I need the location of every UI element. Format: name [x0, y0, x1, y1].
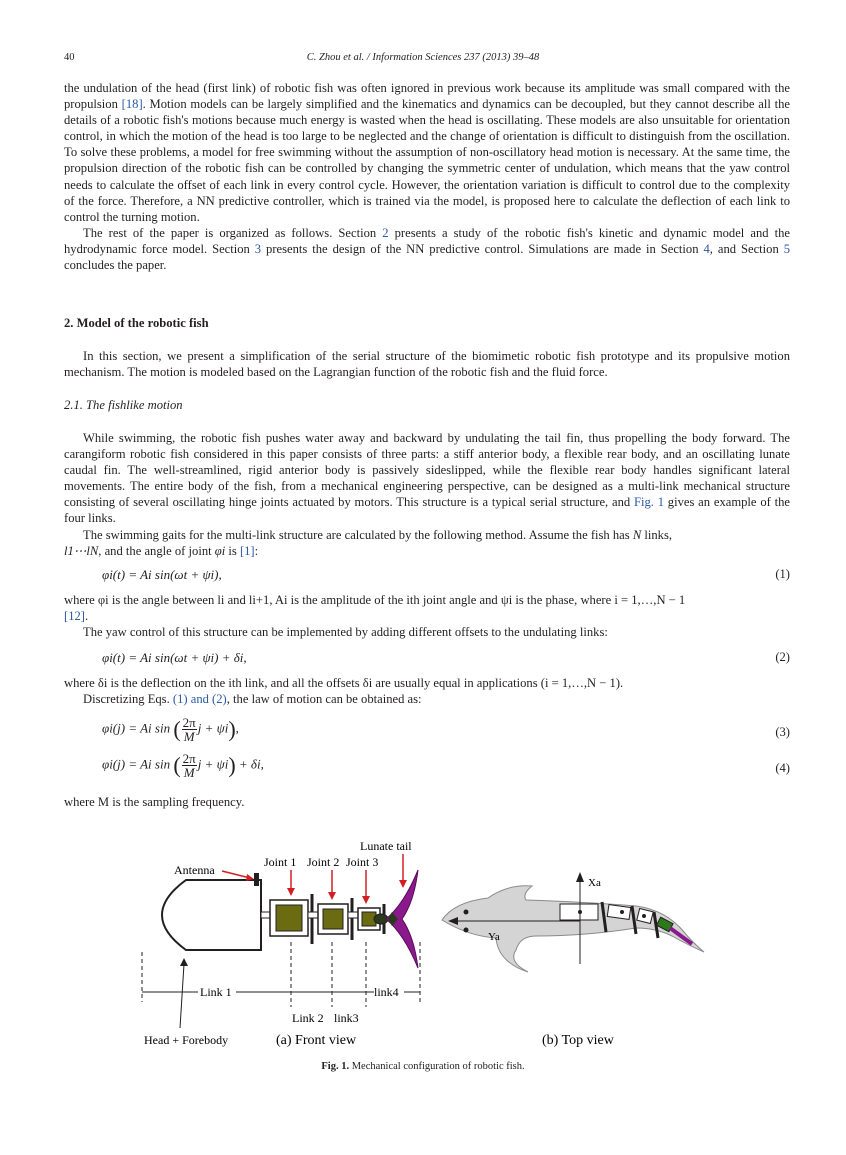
arrow-antenna	[222, 871, 250, 878]
sampling-paragraph: where M is the sampling frequency.	[64, 795, 245, 809]
figure-1-diagram	[136, 832, 706, 1054]
journal-reference: C. Zhou et al. / Information Sciences 237 (2013) 39–48	[306, 52, 540, 63]
connector	[348, 912, 358, 918]
antenna-rod	[254, 873, 259, 886]
equation-4	[102, 752, 264, 779]
sampling-text	[64, 794, 790, 810]
section-heading: 2. Model of the robotic fish	[64, 316, 209, 330]
label-xa: Xa	[588, 877, 601, 889]
arrow-head-forebody	[180, 964, 184, 1028]
math-var: φi	[214, 543, 226, 558]
citation-link-12[interactable]: [12]	[64, 609, 85, 624]
arrow-head	[362, 896, 370, 904]
subsection-paragraph-2	[64, 527, 790, 559]
citation-link-1[interactable]: [1]	[239, 543, 255, 558]
text-run: is	[225, 543, 240, 558]
section2-body	[64, 348, 790, 380]
fraction	[182, 752, 197, 779]
text-run: the undulation of the head (first link) of robotic fish was often ignored in previous work because its amplitude was small compared with the propulsion	[64, 81, 790, 112]
eq-body: j + ψi	[197, 756, 229, 772]
label-link3: link3	[334, 1011, 359, 1025]
subsection-heading: 2.1. The fishlike motion	[64, 398, 183, 412]
forebody-shape	[162, 880, 261, 950]
text-run: presents a study of the robotic fish's kinetic and dynamic model and the hydrodynamic force model. Section	[64, 225, 791, 256]
equation-number-4: (4)	[775, 761, 790, 775]
joint1-motor	[276, 905, 302, 931]
label-link2: Link 2	[292, 1011, 324, 1025]
eq-tail: ,	[235, 720, 239, 736]
caption-label: Fig. 1.	[321, 1061, 350, 1072]
subsection-body	[64, 430, 790, 559]
label-joint3: Joint 3	[346, 855, 379, 869]
label-antenna: Antenna	[174, 863, 215, 877]
math-var: N	[632, 527, 642, 542]
front-view-group	[142, 839, 420, 1048]
text-run: . Motion models can be largely simplified and the kinematics and dynamics can be decoupled, but they cannot describe all the details of a robotic fish's motions because much energy is wasted when the head is oscillating. These models are also unsuitable for orientation control, in which the motion of the head is too large to be neglected and the change of orientation is difficult to distinguish from the oscillation. To solve these problems, a model for free swimming without the assumption of non-oscillatory head motion is necessary. At the same time, the propulsion direction of the robotic fish can be controlled by changing the symmetric center of undulation, which means that the yaw control needs to calculate the offset of each link in every control cycle. However, the orientation variation is difficult to control due to the complexity of the force. Therefore, a NN predictive controller, which is trained via the model, is proposed here to calculate the deflection of each link to control the turning motion.	[64, 97, 790, 224]
fraction-denominator: M	[183, 729, 195, 744]
label-front-view: (a) Front view	[276, 1033, 357, 1048]
equation1-explanation	[64, 592, 790, 640]
label-ya: Ya	[488, 931, 500, 943]
explanation-paragraph	[64, 592, 790, 624]
fish-eye	[464, 910, 469, 915]
fish-eye	[464, 928, 469, 933]
section-link-3[interactable]: 3	[254, 241, 262, 256]
text-run: , and the angle of joint	[98, 543, 215, 558]
eq-tail: + δi,	[238, 756, 264, 772]
equation-number-2: (2)	[775, 650, 790, 664]
equation-number-3: (3)	[775, 725, 790, 739]
equation-2: φi(t) = Ai sin(ωt + ψi) + δi,	[102, 650, 247, 665]
text-run: While swimming, the robotic fish pushes water away and backward by undulating the tail fin, thus propelling the body forward. The carangiform robotic fish considered in this paper consists of three parts: a stiff anterior body, a flexible rear body, and an oscillating lunate caudal fin. The well-streamlined, rigid anterior body is passively sideslipped, while the flexible rear body handles significant lateral movements. The entire body of the fish, from a mechanical engineering perspective, can be designed as a multi-link mechanical structure consisting of several oscillating hinge joints actuated by motors. This structure is a typical serial structure, and	[64, 431, 790, 510]
eq-lhs: φi(j) = Ai sin	[102, 720, 171, 736]
text-run: , and Section	[709, 241, 784, 256]
label-joint1: Joint 1	[264, 855, 297, 869]
axis-arrow	[576, 872, 584, 882]
label-top-view: (b) Top view	[542, 1033, 614, 1048]
text-run: Discretizing Eqs.	[83, 692, 173, 707]
equation-3	[102, 716, 239, 743]
page-number: 40	[64, 52, 75, 63]
text-run: :	[254, 543, 259, 558]
figure-caption	[0, 1061, 846, 1072]
label-link4: link4	[374, 985, 399, 999]
marker-dot	[620, 910, 624, 914]
top-link-box	[607, 905, 630, 920]
paren-close: )	[228, 752, 236, 778]
marker-dot	[642, 914, 646, 918]
fraction-numerator: 2π	[182, 751, 196, 766]
intro-paragraph-2	[64, 225, 790, 273]
eq-body: j + ψi	[197, 720, 229, 736]
subsection-paragraph-1	[64, 430, 790, 527]
arrow-head	[180, 958, 188, 966]
equation-link-1-2[interactable]: (1) and (2)	[172, 692, 227, 707]
arrow-head	[399, 880, 407, 888]
eq-lhs: φi(j) = Ai sin	[102, 756, 171, 772]
text-run: .	[84, 609, 89, 624]
label-joint2: Joint 2	[307, 855, 340, 869]
text-run: links,	[641, 527, 673, 542]
equation-number-1: (1)	[775, 567, 790, 581]
figure-link-1[interactable]: Fig. 1	[633, 495, 665, 510]
fraction-denominator: M	[183, 765, 195, 780]
paren-open: (	[173, 716, 181, 742]
caption-text: Mechanical configuration of robotic fish.	[351, 1061, 525, 1072]
text-run: , the law of motion can be obtained as:	[226, 692, 422, 707]
equation-1: φi(t) = Ai sin(ωt + ψi),	[102, 567, 222, 582]
intro-block	[64, 80, 790, 273]
arrow-head	[328, 892, 336, 900]
fraction	[182, 716, 197, 743]
text-run: where φi is the angle between li and li+1, Ai is the amplitude of the ith joint angle and ψi is the phase, where i = 1,…,N − 1	[64, 593, 686, 607]
text-run: The rest of the paper is organized as follows. Section	[83, 225, 383, 240]
joint2-motor	[323, 909, 343, 929]
intro-paragraph-1	[64, 80, 790, 225]
label-link1: Link 1	[200, 985, 232, 999]
label-lunate-tail: Lunate tail	[360, 839, 412, 853]
paren-close: )	[228, 716, 236, 742]
text-run: concludes the paper.	[64, 258, 167, 273]
top-view-group	[442, 872, 704, 1048]
text-run: gives an example of the four links.	[64, 495, 790, 526]
section2-paragraph: In this section, we present a simplification of the serial structure of the biomimetic robotic fish prototype and its propulsive motion mechanism. The motion is modeled based on the Lagrangian function of the robotic fish and the fluid force.	[64, 349, 790, 380]
section-link-5[interactable]: 5	[783, 241, 790, 256]
discretizing-paragraph	[64, 691, 790, 707]
section-link-2[interactable]: 2	[382, 225, 389, 240]
arrow-head	[287, 888, 295, 896]
math-var: l1⋯lN	[64, 543, 99, 558]
text-run: The swimming gaits for the multi-link structure are calculated by the following method. Assume the fish has	[83, 527, 633, 542]
text-run: presents the design of the NN predictive control. Simulations are made in Section	[261, 241, 704, 256]
citation-link-18[interactable]: [18]	[121, 97, 143, 112]
yaw-control-paragraph: The yaw control of this structure can be implemented by adding different offsets to the undulating links:	[83, 625, 608, 640]
equation2-explanation	[64, 675, 790, 707]
paren-open: (	[173, 752, 181, 778]
fraction-numerator: 2π	[182, 715, 196, 730]
deflection-paragraph: where δi is the deflection on the ith link, and all the offsets δi are usually equal in applications (i = 1,…,N − 1).	[64, 676, 624, 690]
label-head-forebody: Head + Forebody	[144, 1033, 229, 1047]
section-link-4[interactable]: 4	[703, 241, 710, 256]
connector	[308, 912, 318, 918]
